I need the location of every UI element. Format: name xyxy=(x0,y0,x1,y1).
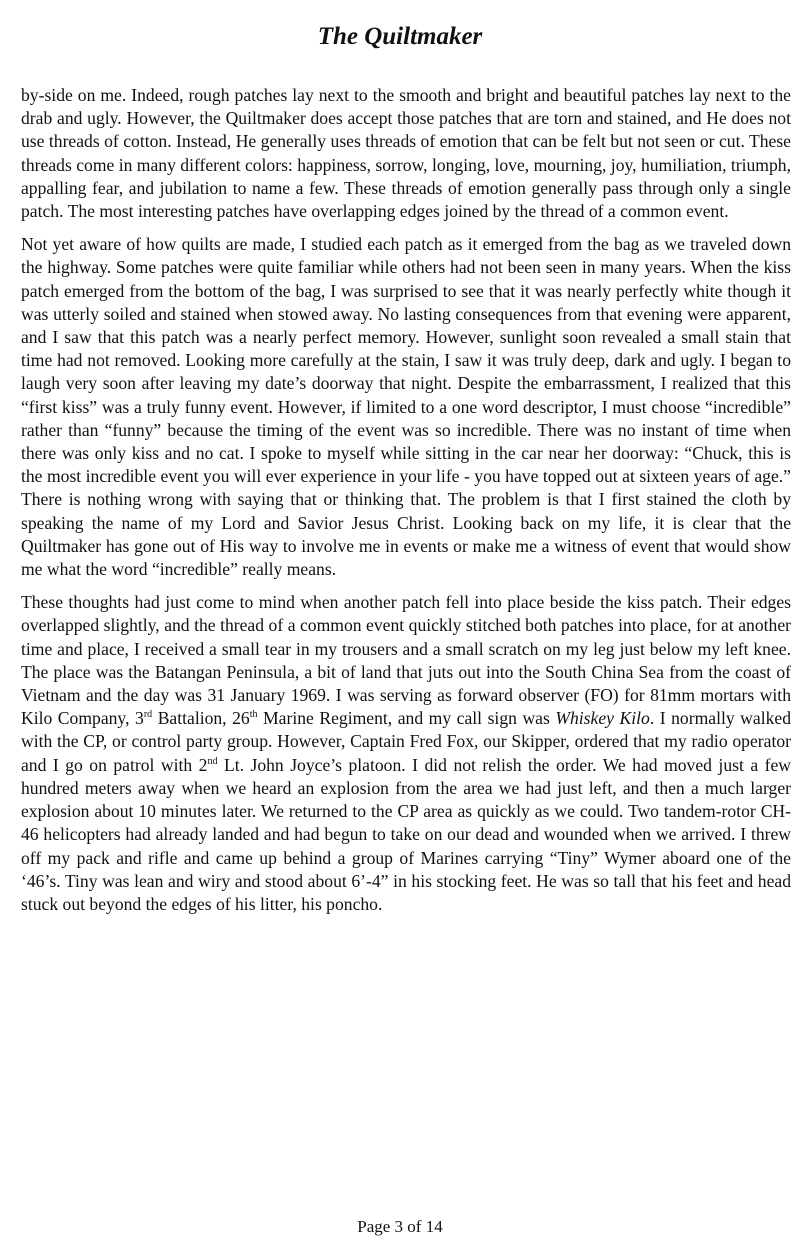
document-body xyxy=(21,84,791,926)
paragraph-2: Not yet aware of how quilts are made, I studied each patch as it emerged from the bag as we traveled down the highway. Some patches were quite familiar while others had not been seen in many years. When the kiss patch emerged from the bottom of the bag, I was surprised to see that it was nearly perfectly white though it was utterly soiled and stained when stowed away. No lasting consequences from that evening were apparent, and I saw that this patch was a nearly perfect memory. However, sunlight soon revealed a small stain that time had not removed. Looking more carefully at the stain, I saw it was truly deep, dark and ugly. I began to laugh very soon after leaving my date’s doorway that night. Despite the embarrassment, I realized that this “first kiss” was a truly funny event. However, if limited to a one word descriptor, I must choose “incredible” rather than “funny” because the timing of the event was so incredible. There was no instant of time when there was only kiss and no cat. I spoke to myself while sitting in the car near her doorway: “Chuck, this is the most incredible event you will ever experience in your life - you have topped out at sixteen years of age.” There is nothing wrong with saying that or thinking that. The problem is that I first stained the cloth by speaking the name of my Lord and Savior Jesus Christ. Looking back on my life, it is clear that the Quiltmaker has gone out of His way to involve me in events or make me a witness of event that would show me what the word “incredible” really means. xyxy=(21,234,791,580)
paragraph-3-text-5: Lt. John Joyce’s platoon. I did not relish the order. We had moved just a few hundred meters away when we heard an explosion from the area we had just left, and then a much larger explosion about 10 minutes later. We returned to the CP area as quickly as we could. Two tandem-rotor CH-46 helicopters had already landed and had begun to take on our dead and wounded when we arrived. I threw off my pack and rifle and came up behind a group of Marines carrying “Tiny” Wymer aboard one of the ‘46’s. Tiny was lean and wiry and stood about 6’-4” in his stocking feet. He was so tall that his feet and head stuck out beyond the edges of his litter, his poncho. xyxy=(21,754,792,914)
paragraph-3-text-3: Marine Regiment, and my call sign was xyxy=(257,708,556,729)
page-title: The Quiltmaker xyxy=(317,23,483,50)
paragraph-3-text-2: Battalion, 26 xyxy=(152,708,250,729)
paragraph-3-text-1: These thoughts had just come to mind when another patch fell into place beside the kiss patch. Their edges overlapped slightly, and the thread of a common event quickly stitched both patches into place, for at another time and place, I received a small tear in my trousers and a small scratch on my leg just below my left knee. The place was the Batangan Peninsula, a bit of land that juts out into the South China Sea from the coast of Vietnam and the day was 31 January 1969. I was serving as forward observer (FO) for 81mm mortars with Kilo Company, 3 xyxy=(21,592,791,729)
ordinal-suffix-th: th xyxy=(249,709,258,721)
paragraph-3-text-4: . I normally walked with the CP, or control party group. However, Captain Fred Fox, our Skipper, ordered that my radio operator and I go on patrol with 2 xyxy=(21,708,791,775)
ordinal-suffix-rd: rd xyxy=(143,709,153,721)
page-number: Page 3 of 14 xyxy=(357,1217,443,1236)
paragraph-3 xyxy=(21,591,791,916)
call-sign: Whiskey Kilo xyxy=(555,708,650,729)
paragraph-1: by-side on me. Indeed, rough patches lay next to the smooth and bright and beautiful patches lay next to the drab and ugly. However, the Quiltmaker does accept those patches that are torn and stained, and He does not use threads of cotton. Instead, He generally uses threads of emotion that can be felt but not seen or cut. These threads come in many different colors: happiness, sorrow, longing, love, mourning, joy, humiliation, triumph, appalling fear, and jubilation to name a few. These threads of emotion generally pass through only a single patch. The most interesting patches have overlapping edges joined by the thread of a common event. xyxy=(21,85,791,222)
ordinal-suffix-nd: nd xyxy=(207,755,218,767)
